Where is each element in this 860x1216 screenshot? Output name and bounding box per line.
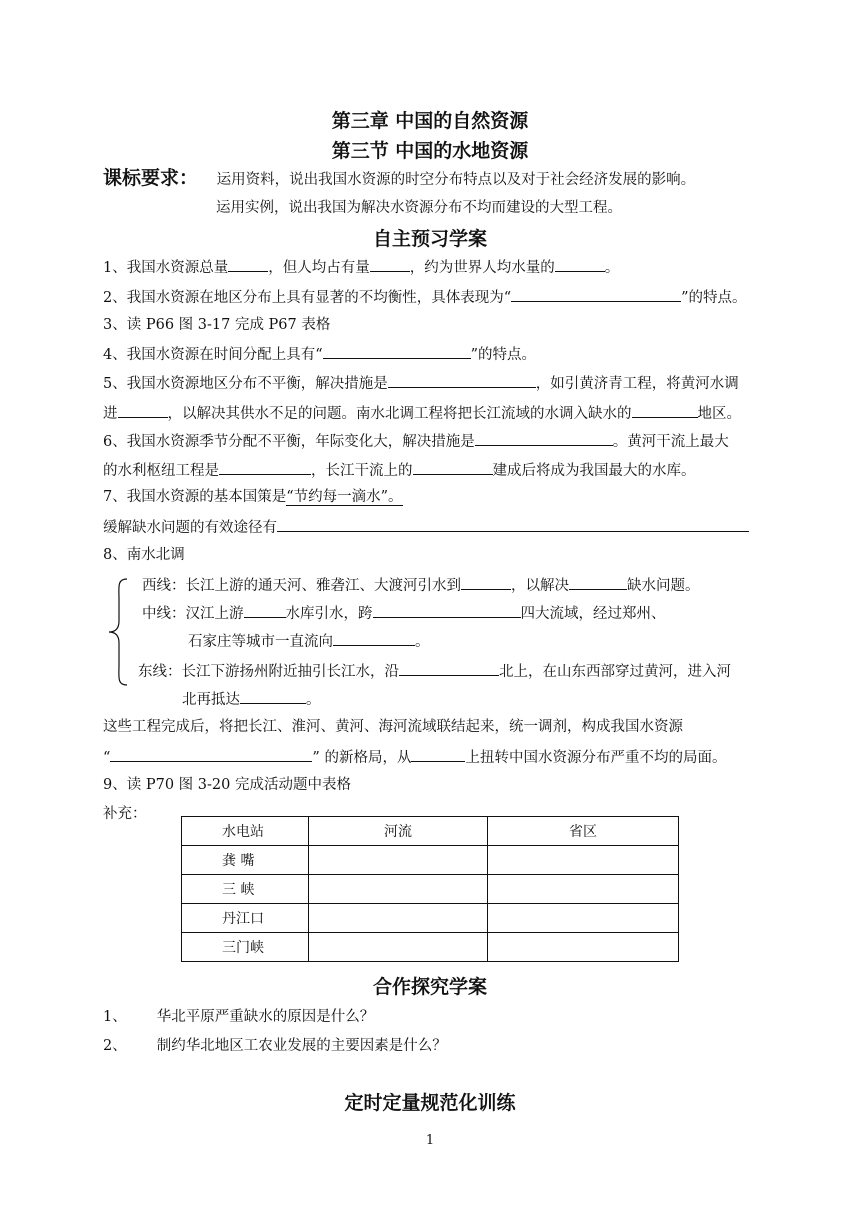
blank-yellow-river-hub[interactable] [219, 459, 311, 475]
blank-west-region[interactable] [569, 574, 627, 590]
q2-text-a: 2、我国水资源在地区分布上具有显著的不均衡性，具体表现为“ [103, 290, 512, 306]
hydropower-table [181, 816, 679, 962]
brace-icon [107, 577, 129, 687]
q8-summary-d: 上扭转中国水资源分布严重不均的局面。 [465, 750, 727, 766]
blank-world-ratio[interactable] [555, 256, 605, 272]
question-6-line2 [103, 459, 696, 481]
q6-text-a: 6、我国水资源季节分配不平衡，年际变化大，解决措施是 [103, 434, 475, 450]
q8-west-line [142, 574, 700, 596]
q8-mid-e: 。 [415, 634, 430, 650]
q5-text-c: 进 [103, 406, 118, 422]
table-row [182, 904, 679, 933]
supplement-label: 补充： [103, 806, 147, 822]
q1-text-c: ，约为世界人均水量的 [409, 260, 555, 276]
q8-summary-line2 [103, 746, 726, 768]
q4-text-a: 4、我国水资源在时间分配上具有“ [103, 347, 323, 363]
q6-text-b: 。黄河干流上最大 [612, 434, 729, 450]
curriculum-req1: 运用资料，说出我国水资源的时空分布特点以及对于社会经济发展的影响。 [216, 172, 696, 188]
station-name: 龚 嘴 [182, 846, 309, 875]
chapter-title: 第三章 中国的自然资源 [331, 110, 529, 132]
question-5-line2 [103, 402, 741, 424]
q8-summary-line1: 这些工程完成后，将把长江、淮河、黄河、海河流域联结起来，统一调剂，构成我国水资源 [103, 719, 683, 735]
blank-water-short-region[interactable] [632, 402, 698, 418]
station-name: 三 峡 [182, 875, 309, 904]
blank-west-destination[interactable] [461, 574, 511, 590]
curriculum-requirements [103, 168, 695, 190]
blank-mid-reservoir[interactable] [244, 602, 286, 618]
question-1 [103, 256, 619, 278]
curriculum-req2: 运用实例，说出我国为解决水资源分布不均而建设的大型工程。 [216, 200, 622, 216]
coop-question-2 [103, 1036, 447, 1056]
question-9: 9、读 P70 图 3-20 完成活动题中表格 [103, 777, 351, 793]
q6-text-d: ，长江干流上的 [311, 463, 413, 479]
province-cell[interactable] [488, 904, 679, 933]
q8-east-c: 北再抵达 [182, 692, 240, 708]
blank-regional-measure[interactable] [388, 372, 536, 388]
coop-heading: 合作探究学案 [372, 976, 487, 998]
province-cell[interactable] [488, 933, 679, 962]
question-6-line1 [103, 430, 729, 452]
question-7-line2 [103, 516, 749, 538]
question-2 [103, 286, 747, 308]
coop-q2-num: 2、 [103, 1038, 127, 1054]
q8-mid-a: 中线：汉江上游 [142, 606, 244, 622]
river-cell[interactable] [309, 933, 488, 962]
q7-policy: “节约每一滴水”。 [286, 489, 403, 505]
preview-heading: 自主预习学案 [372, 228, 487, 250]
coop-q1-text: 华北平原严重缺水的原因是什么？ [156, 1009, 375, 1025]
training-heading: 定时定量规范化训练 [344, 1092, 516, 1114]
q8-mid-d: 石家庄等城市一直流向 [188, 634, 333, 650]
province-cell[interactable] [488, 846, 679, 875]
question-7-line1 [103, 487, 403, 507]
q1-text-b: ，但人均占有量 [268, 260, 370, 276]
curriculum-label: 课标要求： [103, 167, 199, 189]
q8-east-b: 北上，在山东西部穿过黄河，进入河 [499, 664, 731, 680]
header-province: 省区 [488, 817, 679, 846]
province-cell[interactable] [488, 875, 679, 904]
q5-text-d: ，以解决其供水不足的问题。南水北调工程将把长江流域的水调入缺水的 [167, 406, 632, 422]
table-row [182, 875, 679, 904]
q2-text-b: ”的特点。 [681, 290, 747, 306]
header-river: 河流 [309, 817, 488, 846]
table-row [182, 846, 679, 875]
blank-yangtze-project[interactable] [413, 459, 493, 475]
q8-east-line1 [138, 660, 731, 682]
station-name: 丹江口 [182, 904, 309, 933]
river-cell[interactable] [309, 846, 488, 875]
q8-west-b: ，以解决 [511, 578, 569, 594]
question-4 [103, 343, 536, 365]
q8-east-a: 东线：长江下游扬州附近抽引长江水，沿 [138, 664, 399, 680]
q8-summary-b: “ [103, 750, 111, 766]
q8-summary-c: ” 的新格局，从 [312, 750, 412, 766]
q8-west-a: 西线：长江上游的通天河、雅砻江、大渡河引水到 [142, 578, 461, 594]
q7-text-c: 缓解缺水问题的有效途径有 [103, 520, 277, 536]
question-5-line1 [103, 372, 739, 394]
river-cell[interactable] [309, 904, 488, 933]
section-title: 第三节 中国的水地资源 [331, 140, 529, 162]
coop-question-1 [103, 1007, 374, 1027]
river-cell[interactable] [309, 875, 488, 904]
q5-text-a: 5、我国水资源地区分布不平衡，解决措施是 [103, 376, 388, 392]
blank-mid-basins[interactable] [373, 602, 521, 618]
blank-new-pattern[interactable] [110, 746, 312, 762]
header-station: 水电站 [182, 817, 309, 846]
q8-mid-c: 四大流域，经过郑州、 [520, 606, 666, 622]
blank-regional-distribution[interactable] [511, 286, 681, 302]
q7-text-a: 7、我国水资源的基本国策是 [103, 489, 287, 505]
question-3: 3、读 P66 图 3-17 完成 P67 表格 [103, 317, 331, 333]
blank-seasonal-measure[interactable] [475, 430, 613, 446]
station-name: 三门峡 [182, 933, 309, 962]
question-8-title: 8、南水北调 [103, 547, 185, 563]
q8-west-c: 缺水问题。 [627, 578, 700, 594]
blank-east-route[interactable] [399, 660, 499, 676]
table-header-row [182, 817, 679, 846]
blank-aspect[interactable] [411, 746, 465, 762]
blank-per-capita[interactable] [370, 256, 410, 272]
q4-text-b: ”的特点。 [470, 347, 537, 363]
blank-mid-destination[interactable] [333, 630, 415, 646]
q6-text-c: 的水利枢纽工程是 [103, 463, 219, 479]
coop-q2-text: 制约华北地区工农业发展的主要因素是什么？ [156, 1038, 447, 1054]
q1-text-a: 1、我国水资源总量 [103, 260, 229, 276]
page-number: 1 [425, 1133, 435, 1148]
table-row [182, 933, 679, 962]
q6-text-e: 建成后将成为我国最大的水库。 [492, 463, 696, 479]
q5-text-e: 地区。 [697, 406, 741, 422]
q8-mid-line1 [142, 602, 666, 624]
blank-east-destination[interactable] [240, 688, 306, 704]
blank-total-water[interactable] [228, 256, 268, 272]
q8-east-line2 [182, 688, 321, 710]
q8-mid-line2 [188, 630, 430, 652]
blank-temporal-distribution[interactable] [323, 343, 471, 359]
q8-east-d: 。 [306, 692, 321, 708]
coop-q1-num: 1、 [103, 1009, 127, 1025]
q1-text-d: 。 [604, 260, 620, 276]
blank-yellow-to-qingdao[interactable] [118, 402, 168, 418]
q5-text-b: ，如引黄济青工程，将黄河水调 [535, 376, 739, 392]
blank-effective-ways[interactable] [277, 516, 749, 532]
q8-mid-b: 水库引水，跨 [285, 606, 373, 622]
